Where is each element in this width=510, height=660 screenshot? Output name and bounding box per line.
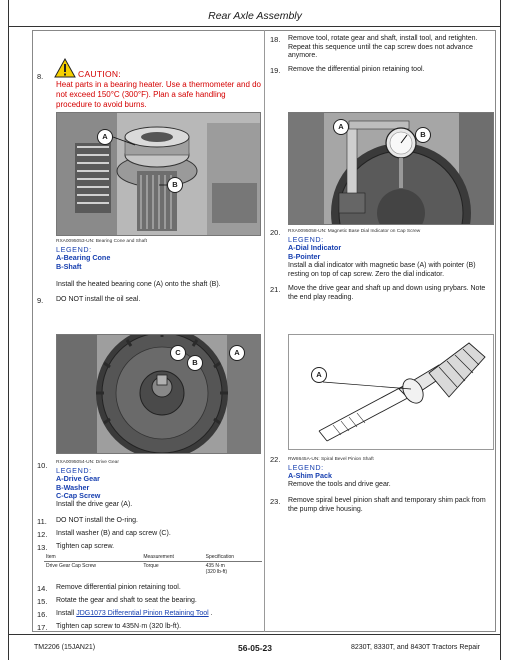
spec-header-measurement: Measurement: [141, 553, 203, 562]
figure-legend: [56, 246, 110, 271]
legend-item: A-Shim Pack: [288, 471, 332, 481]
legend-title: LEGEND:: [56, 245, 92, 254]
step-11-text: DO NOT install the O-ring.: [56, 517, 138, 524]
step-23-number: 23.: [270, 497, 281, 506]
legend-item: A-Bearing Cone: [56, 253, 111, 263]
step-8-instruction: Install the heated bearing cone (A) onto the shaft (B).: [56, 281, 221, 288]
tool-link[interactable]: JDG1073 Differential Pinion Retaining Tool: [76, 610, 209, 617]
figure-caption: RXA0095053-UN: Bearing Cone and Shaft: [56, 239, 147, 244]
legend-title: LEGEND:: [56, 466, 92, 475]
callout-a: A: [229, 345, 245, 361]
leader-lines: [289, 335, 494, 450]
spec-value-imperial: (320 lb-ft): [205, 569, 228, 575]
footer-page-number: 56-05-23: [237, 643, 273, 653]
footer-rule: [8, 634, 501, 635]
column-divider: [264, 30, 265, 632]
step-15-text: Rotate the gear and shaft to seat the bearing.: [56, 597, 197, 604]
page-frame-right: [500, 0, 501, 660]
spec-header-item: Item: [44, 553, 141, 562]
legend-title: LEGEND:: [288, 463, 324, 472]
photo-dial-indicator: [288, 112, 494, 225]
step-18-number: 18.: [270, 35, 281, 44]
caution-label: CAUTION:: [78, 69, 122, 79]
leader-lines: [57, 113, 261, 236]
spec-cell-item: Drive Gear Cap Screw: [46, 563, 97, 569]
figure-caption: RXA0095054-UN: Drive Gear: [56, 460, 119, 465]
step-18-text: Remove tool, rotate gear and shaft, install tool, and retighten. Repeat this sequence until the cap screw does not advance anymore.: [288, 35, 478, 60]
footer-doc-id: TM2206 (15JAN21): [34, 644, 96, 651]
spec-cell-specification: [204, 562, 262, 577]
figure-legend: [56, 467, 100, 501]
drawing-spiral-bevel-pinion-shaft: [288, 334, 494, 450]
photo-bearing-cone-and-shaft: [56, 112, 261, 236]
step-22-text: Remove the tools and drive gear.: [288, 481, 391, 488]
callout-b: B: [415, 127, 431, 143]
step-11-number: 11.: [37, 517, 47, 526]
step-16-number: 16.: [37, 610, 48, 619]
step-17-number: 17.: [37, 623, 48, 632]
step-23-text: Remove spiral bevel pinion shaft and temporary shim pack from the pump drive housing.: [288, 497, 486, 513]
step-22-number: 22.: [270, 455, 281, 464]
callout-c: C: [170, 345, 186, 361]
step-9-number: 9.: [37, 296, 44, 305]
callout-a: A: [333, 119, 349, 135]
photo-drive-gear: [56, 334, 261, 454]
step-17-text: Tighten cap screw to 435N·m (320 lb-ft).: [56, 623, 182, 630]
callout-b: B: [167, 177, 183, 193]
step-15-number: 15.: [37, 597, 48, 606]
figure-caption: RXA0095058-UN: Magnetic Base Dial Indicator on Cap Screw: [288, 229, 421, 234]
figure-caption: RW8645A-UN: Spiral Bevel Pinion Shaft: [288, 457, 374, 462]
step-10-text: Install the drive gear (A).: [56, 501, 133, 508]
legend-item: B-Washer: [56, 482, 90, 492]
header-rule: [8, 26, 501, 27]
step-12-number: 12.: [37, 530, 48, 539]
legend-item: A-Drive Gear: [56, 474, 100, 484]
caution-warning-icon: [54, 58, 76, 78]
footer-manual-title: 8230T, 8330T, and 8430T Tractors Repair: [350, 644, 480, 651]
legend-item: B-Pointer: [288, 251, 321, 261]
step-13-number: 13.: [37, 543, 48, 552]
page-header-title: Rear Axle Assembly: [208, 10, 302, 22]
step-16-prefix: Install: [56, 610, 77, 617]
step-10-number: 10.: [37, 461, 48, 470]
caution-text: Heat parts in a bearing heater. Use a thermometer and do not exceed 150°C (300°F). Plan a safe handling procedure to avoid burns.: [56, 80, 262, 109]
spec-cell-measurement: Torque: [143, 563, 159, 569]
legend-item: A-Dial Indicator: [288, 243, 342, 253]
legend-title: LEGEND:: [288, 235, 324, 244]
legend-item: B-Shaft: [56, 261, 82, 271]
step-9-text: DO NOT install the oil seal.: [56, 296, 141, 303]
callout-b: B: [187, 355, 203, 371]
step-21-text: Move the drive gear and shaft up and down using prybars. Note the end play reading.: [288, 285, 486, 301]
step-8-number: 8.: [37, 72, 44, 81]
step-19-number: 19.: [270, 66, 281, 75]
step-12-text: Install washer (B) and cap screw (C).: [56, 530, 171, 537]
figure-legend: [288, 236, 341, 261]
step-19-text: Remove the differential pinion retaining tool.: [288, 66, 425, 73]
step-13-text: Tighten cap screw.: [56, 543, 115, 550]
step-14-text: Remove differential pinion retaining tool.: [56, 584, 181, 591]
spec-table: [44, 553, 262, 576]
spec-header-specification: Specification: [204, 553, 262, 562]
callout-a: A: [97, 129, 113, 145]
step-20-text: Install a dial indicator with magnetic base (A) with pointer (B) resting on top of cap screw. Zero the dial indicator.: [288, 262, 476, 278]
step-20-number: 20.: [270, 228, 281, 237]
step-16-suffix: .: [208, 610, 213, 617]
figure-legend: [288, 464, 332, 481]
step-16-text: [56, 610, 213, 619]
step-14-number: 14.: [37, 584, 48, 593]
spec-value-metric: 435 N·m: [205, 563, 225, 569]
callout-a: A: [311, 367, 327, 383]
page-frame-left: [8, 0, 9, 660]
legend-item: C-Cap Screw: [56, 491, 101, 501]
step-21-number: 21.: [270, 285, 281, 294]
